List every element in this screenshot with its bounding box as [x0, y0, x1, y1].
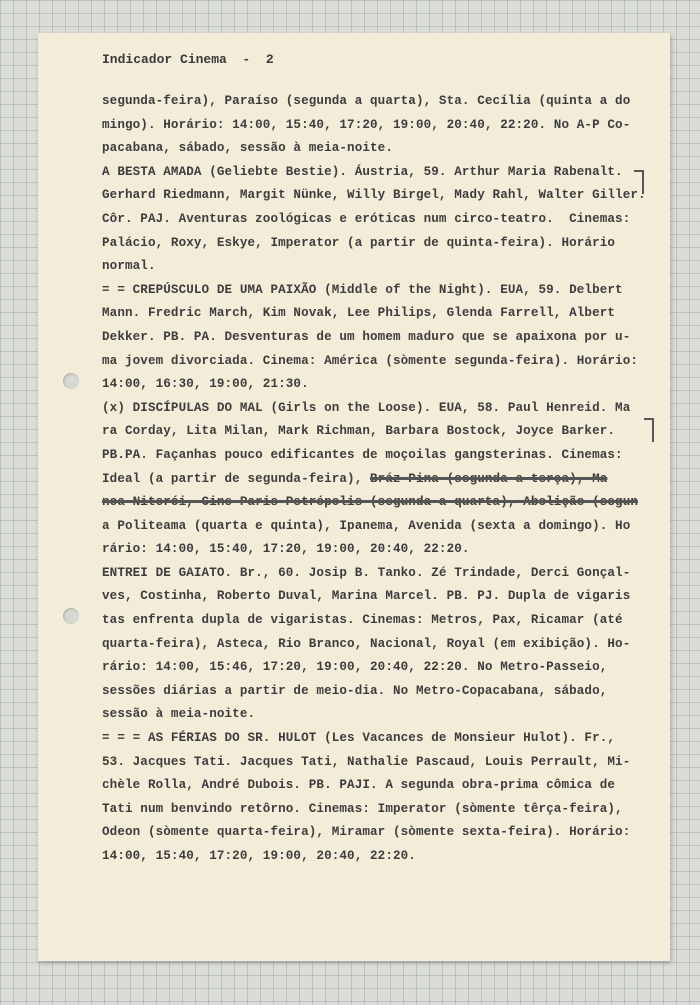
text-line: mingo). Horário: 14:00, 15:40, 17:20, 19:00, 20:40, 22:20. No A-P Co- — [102, 117, 631, 132]
text-line: PB.PA. Façanhas pouco edificantes de moçoilas gangsterinas. Cinemas: — [102, 447, 623, 462]
text-line: Odeon (sòmente quarta-feira), Miramar (sòmente sexta-feira). Horário: — [102, 825, 631, 840]
text-line: segunda-feira), Paraíso (segunda a quarta), Sta. Cecília (quinta a do — [102, 94, 631, 108]
text-line: (x) DISCÍPULAS DO MAL (Girls on the Loose). EUA, 58. Paul Henreid. Ma — [102, 400, 631, 415]
text-line: tas enfrenta dupla de vigaristas. Cinemas: Metros, Pax, Ricamar (até — [102, 613, 623, 628]
text-line: quarta-feira), Asteca, Rio Branco, Nacional, Royal (em exibição). Ho- — [102, 636, 631, 651]
text-line: Mann. Fredric March, Kim Novak, Lee Philips, Glenda Farrell, Albert — [102, 306, 616, 321]
bracket-mark — [634, 170, 644, 194]
text-line: normal. — [102, 259, 156, 274]
punch-hole-lower — [63, 608, 79, 624]
text-line: chèle Rolla, André Dubois. PB. PAJI. A segunda obra-prima cômica de — [102, 778, 616, 793]
text-line: sessão à meia-noite. — [102, 707, 256, 722]
text-line: 53. Jacques Tati. Jacques Tati, Nathalie Pascaud, Louis Perrault, Mi- — [102, 754, 631, 769]
text-line: rário: 14:00, 15:46, 17:20, 19:00, 20:40, 22:20. No Metro-Passeio, — [102, 660, 608, 675]
text-line-struck-out: noa Niterói, Cine Paris Petrópolis (segunda a quarta), Abolição (segun — [102, 495, 639, 510]
text-segment: Ideal (a partir de segunda-feira), — [102, 471, 371, 486]
text-line: ma jovem divorciada. Cinema: América (sòmente segunda-feira). Horário: — [102, 353, 639, 368]
text-line: Côr. PAJ. Aventuras zoológicas e eróticas num circo-teatro. Cinemas: — [102, 211, 631, 226]
text-line: rário: 14:00, 15:40, 17:20, 19:00, 20:40, 22:20. — [102, 542, 470, 557]
text-line: = = = AS FÉRIAS DO SR. HULOT (Les Vacances de Monsieur Hulot). Fr., — [102, 731, 616, 746]
text-line: ENTREI DE GAIATO. Br., 60. Josip B. Tanko. Zé Trindade, Derci Gonçal- — [102, 565, 631, 580]
bracket-mark — [644, 418, 654, 442]
page-title: Indicador Cinema - 2 — [102, 52, 274, 67]
typed-body — [102, 90, 662, 869]
struck-text-segment: Bráz Pina (segunda a terça), Ma — [370, 471, 608, 486]
text-line: 14:00, 15:40, 17:20, 19:00, 20:40, 22:20. — [102, 849, 416, 863]
text-line: sessões diárias a partir de meio-dia. No Metro-Copacabana, sábado, — [102, 683, 608, 698]
text-line: 14:00, 16:30, 19:00, 21:30. — [102, 377, 309, 392]
text-line-partially-struck — [102, 468, 662, 492]
text-line: A BESTA AMADA (Geliebte Bestie). Áustria, 59. Arthur Maria Rabenalt. — [102, 164, 623, 179]
text-line: pacabana, sábado, sessão à meia-noite. — [102, 141, 393, 156]
punch-hole-upper — [63, 373, 79, 389]
text-line: ves, Costinha, Roberto Duval, Marina Marcel. PB. PJ. Dupla de vigaris — [102, 589, 631, 604]
text-line: = = CREPÚSCULO DE UMA PAIXÃO (Middle of the Night). EUA, 59. Delbert — [102, 282, 623, 297]
text-line: Dekker. PB. PA. Desventuras de um homem maduro que se apaixona por u- — [102, 329, 631, 344]
text-line: Tati num benvindo retôrno. Cinemas: Imperator (sòmente têrça-feira), — [102, 801, 623, 816]
text-line: ra Corday, Lita Milan, Mark Richman, Barbara Bostock, Joyce Barker. — [102, 424, 616, 439]
text-line: a Politeama (quarta e quinta), Ipanema, Avenida (sexta a domingo). Ho — [102, 518, 631, 533]
typewritten-sheet — [38, 33, 670, 961]
text-line: Palácio, Roxy, Eskye, Imperator (a partir de quinta-feira). Horário — [102, 235, 616, 250]
text-line: Gerhard Riedmann, Margit Nünke, Willy Birgel, Mady Rahl, Walter Giller. — [102, 188, 646, 203]
